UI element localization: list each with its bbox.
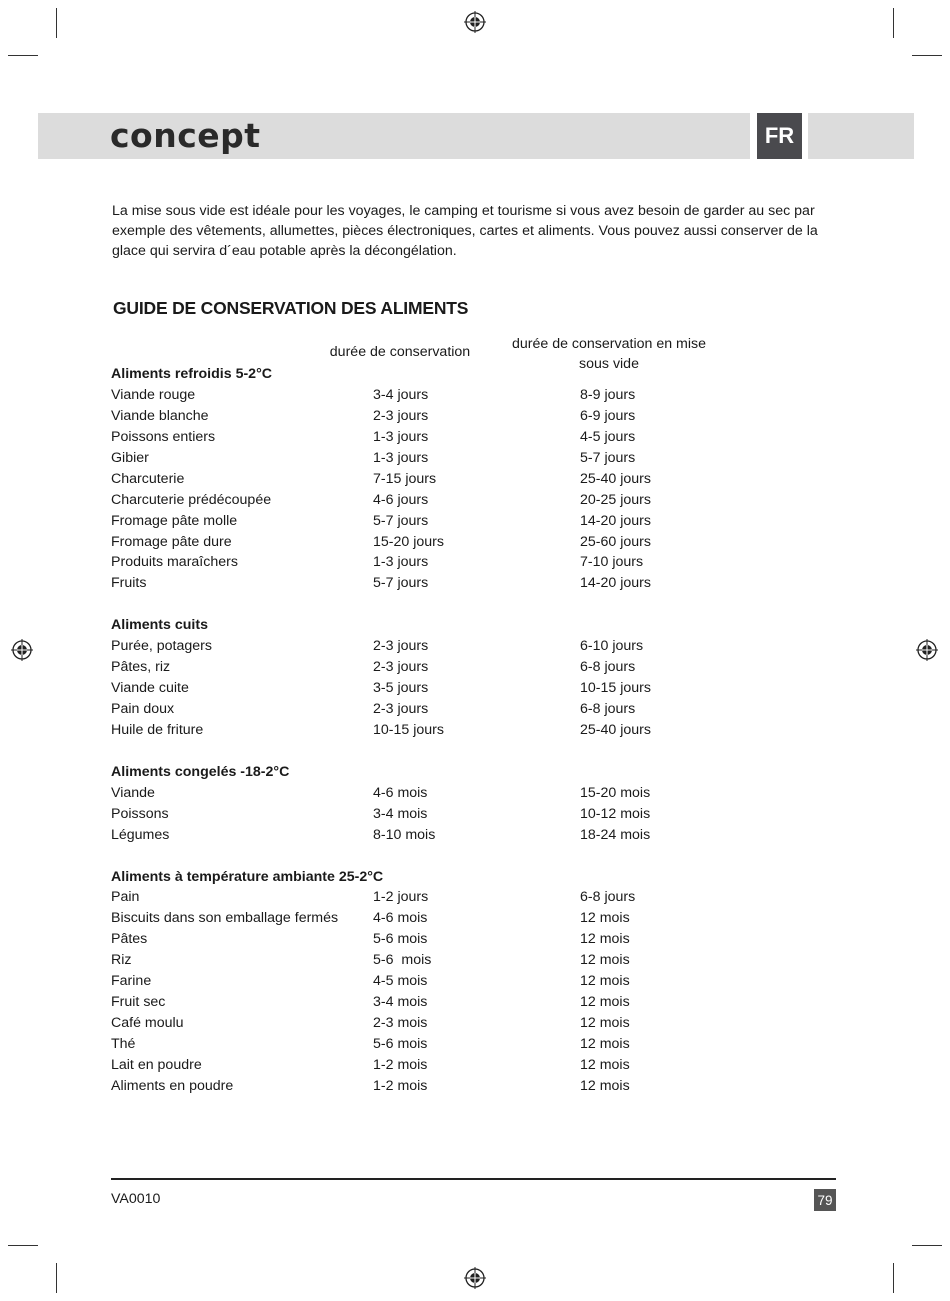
vacuum-storage-duration: 15-20 mois [580, 784, 651, 801]
vacuum-storage-duration: 12 mois [580, 973, 630, 990]
food-name: Thé [111, 1036, 136, 1052]
storage-duration: 10-15 jours [373, 721, 444, 738]
vacuum-storage-duration: 8-9 jours [580, 386, 636, 403]
section-heading-label: Aliments cuits [111, 617, 208, 634]
storage-duration: 1-2 mois [373, 1077, 428, 1094]
registration-mark-icon [464, 11, 486, 33]
table-row [111, 971, 811, 992]
storage-duration: 3-4 jours [373, 386, 429, 403]
vacuum-storage-duration: 18-24 mois [580, 826, 651, 843]
section-spacer [111, 741, 811, 762]
page-number: 79 [814, 1189, 836, 1211]
food-name: Lait en poudre [111, 1056, 202, 1073]
table-row [111, 720, 811, 741]
section-spacer [111, 846, 811, 867]
vacuum-storage-duration: 14-20 jours [580, 512, 651, 529]
column-header-line: sous vide [579, 356, 639, 372]
vacuum-storage-duration: 25-60 jours [580, 533, 651, 550]
vacuum-storage-duration: 10-15 jours [580, 680, 651, 697]
storage-duration: 4-5 mois [373, 973, 428, 990]
food-name: Fruit sec [111, 994, 166, 1011]
table-row [111, 427, 811, 448]
registration-mark-icon [916, 639, 938, 661]
column-header-storage: durée de conservation [329, 344, 471, 360]
vacuum-storage-duration: 6-8 jours [580, 659, 636, 676]
model-code: VA0010 [111, 1191, 161, 1207]
section-heading-label: Aliments refroidis 5-2°C [111, 366, 272, 382]
food-name: Légumes [111, 826, 170, 843]
table-row [111, 490, 811, 511]
storage-duration: 1-2 jours [373, 889, 429, 906]
food-name: Fruits [111, 575, 147, 592]
vacuum-storage-duration: 20-25 jours [580, 491, 651, 508]
crop-mark [912, 55, 942, 56]
table-row [111, 887, 811, 908]
storage-duration: 7-15 jours [373, 470, 437, 487]
table-row [111, 657, 811, 678]
storage-duration: 2-3 jours [373, 659, 429, 676]
column-header-line: durée de conservation en mise [511, 336, 706, 352]
food-name: Pain doux [111, 701, 175, 717]
storage-duration: 5-7 jours [373, 575, 429, 592]
page-title: GUIDE DE CONSERVATION DES ALIMENTS [113, 298, 469, 318]
food-name: Gibier [111, 449, 149, 466]
footer-divider [111, 1178, 836, 1180]
table-row [111, 573, 811, 594]
vacuum-storage-duration: 12 mois [580, 1036, 630, 1052]
section-heading [111, 364, 811, 385]
food-name: Charcuterie prédécoupée [111, 491, 272, 508]
vacuum-storage-duration: 12 mois [580, 952, 630, 969]
storage-duration: 4-6 mois [373, 784, 428, 801]
food-name: Biscuits dans son emballage fermés [111, 910, 339, 927]
crop-mark [893, 8, 894, 38]
storage-duration: 2-3 jours [373, 638, 429, 655]
table-row [111, 469, 811, 490]
storage-duration: 1-2 mois [373, 1056, 428, 1073]
storage-duration: 2-3 mois [373, 1015, 428, 1032]
crop-mark [8, 1245, 38, 1246]
vacuum-storage-duration: 14-20 jours [580, 575, 651, 592]
storage-duration: 5-6 mois [373, 1036, 428, 1052]
food-name: Poissons [111, 805, 169, 822]
storage-duration: 2-3 jours [373, 407, 429, 424]
food-name: Huile de friture [111, 721, 204, 738]
registration-mark-icon [11, 639, 33, 661]
food-name: Café moulu [111, 1015, 184, 1032]
vacuum-storage-duration: 25-40 jours [580, 721, 651, 738]
table-row [111, 406, 811, 427]
food-name: Produits maraîchers [111, 554, 238, 571]
vacuum-storage-duration: 4-5 jours [580, 428, 636, 445]
food-name: Viande blanche [111, 407, 209, 424]
storage-duration: 15-20 jours [373, 533, 444, 550]
table-row [111, 532, 811, 553]
storage-duration: 1-3 jours [373, 428, 429, 445]
storage-duration: 5-6 mois [373, 931, 428, 948]
section-heading-label: Aliments congelés -18-2°C [111, 763, 290, 780]
vacuum-storage-duration: 7-10 jours [580, 554, 644, 571]
table-row [111, 1034, 811, 1055]
section-heading [111, 867, 811, 888]
table-row [111, 908, 811, 929]
table-row [111, 1076, 811, 1097]
vacuum-storage-duration: 12 mois [580, 994, 630, 1011]
vacuum-storage-duration: 6-8 jours [580, 889, 636, 906]
table-row [111, 1055, 811, 1076]
section-heading [111, 762, 811, 783]
vacuum-storage-duration: 12 mois [580, 1015, 630, 1032]
section-heading-label: Aliments à température ambiante 25-2°C [111, 868, 384, 885]
vacuum-storage-duration: 12 mois [580, 1077, 630, 1094]
table-row [111, 804, 811, 825]
food-name: Purée, potagers [111, 638, 212, 655]
table-row [111, 992, 811, 1013]
table-row [111, 552, 811, 573]
vacuum-storage-duration: 12 mois [580, 931, 630, 948]
food-name: Viande cuite [111, 680, 189, 697]
header-band-right [808, 113, 914, 159]
crop-mark [893, 1263, 894, 1293]
vacuum-storage-duration: 12 mois [580, 1056, 630, 1073]
food-name: Aliments en poudre [111, 1077, 234, 1094]
conservation-table [111, 364, 811, 1097]
food-name: Viande [111, 784, 155, 801]
storage-duration: 5-7 jours [373, 512, 429, 529]
food-name: Viande rouge [111, 386, 196, 403]
storage-duration: 3-5 jours [373, 680, 429, 697]
food-name: Poissons entiers [111, 428, 216, 445]
vacuum-storage-duration: 10-12 mois [580, 805, 651, 822]
food-name: Riz [111, 952, 132, 969]
vacuum-storage-duration: 5-7 jours [580, 449, 636, 466]
storage-duration: 4-6 mois [373, 910, 428, 927]
vacuum-storage-duration: 6-9 jours [580, 407, 636, 424]
table-row [111, 511, 811, 532]
table-row [111, 699, 811, 720]
storage-duration: 4-6 jours [373, 491, 429, 508]
table-row [111, 448, 811, 469]
table-row [111, 678, 811, 699]
food-name: Charcuterie [111, 470, 185, 487]
language-badge: FR [757, 113, 802, 159]
crop-mark [56, 8, 57, 38]
table-row [111, 1013, 811, 1034]
storage-duration: 3-4 mois [373, 805, 428, 822]
storage-duration: 1-3 jours [373, 449, 429, 466]
food-name: Fromage pâte molle [111, 512, 238, 529]
registration-mark-icon [464, 1267, 486, 1289]
table-row [111, 929, 811, 950]
table-row [111, 636, 811, 657]
table-row [111, 385, 811, 406]
table-row [111, 950, 811, 971]
vacuum-storage-duration: 6-10 jours [580, 638, 644, 655]
food-name: Fromage pâte dure [111, 533, 232, 550]
vacuum-storage-duration: 6-8 jours [580, 701, 636, 717]
table-row [111, 825, 811, 846]
vacuum-storage-duration: 25-40 jours [580, 470, 651, 487]
food-name: Pain [111, 889, 140, 906]
vacuum-storage-duration: 12 mois [580, 910, 630, 927]
crop-mark [8, 55, 38, 56]
storage-duration: 3-4 mois [373, 994, 428, 1011]
table-row [111, 783, 811, 804]
intro-paragraph: La mise sous vide est idéale pour les voyages, le camping et tourisme si vous avez besoin de garder au sec par exemple des vêtements, allumettes, pièces électroniques, cartes et aliments. Vous pouvez aussi conserver de la glace qui servira d´eau potable après la décongélation. [112, 203, 818, 259]
section-spacer [111, 594, 811, 615]
storage-duration: 2-3 jours [373, 701, 429, 717]
food-name: Pâtes [111, 931, 148, 948]
food-name: Pâtes, riz [111, 659, 171, 676]
crop-mark [912, 1245, 942, 1246]
storage-duration: 8-10 mois [373, 826, 436, 843]
crop-mark [56, 1263, 57, 1293]
food-name: Farine [111, 973, 152, 990]
storage-duration: 1-3 jours [373, 554, 429, 571]
brand-logo: concept [110, 116, 261, 155]
storage-duration: 5-6 mois [373, 952, 432, 969]
section-heading [111, 615, 811, 636]
